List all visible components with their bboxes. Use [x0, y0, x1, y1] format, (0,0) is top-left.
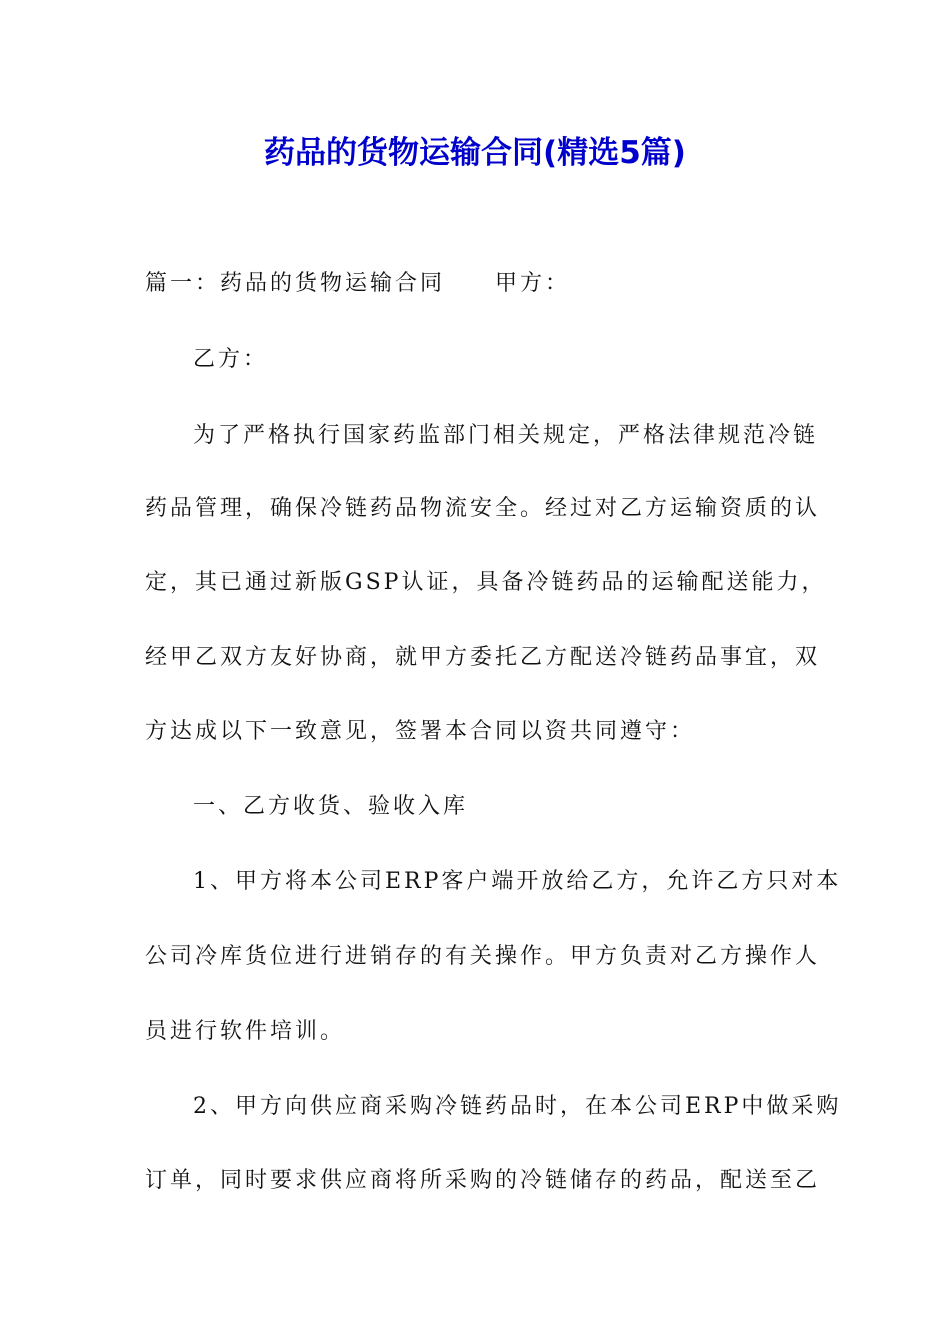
clause-heading: 一、乙方收货、验收入库: [193, 794, 469, 819]
paragraph-line: 2、甲方向供应商采购冷链药品时，在本公司ERP中做采购: [193, 1094, 842, 1119]
paragraph-line: 经甲乙双方友好协商，就甲方委托乙方配送冷链药品事宜，双: [145, 645, 821, 670]
paragraph-line: 定，其已通过新版GSP认证，具备冷链药品的运输配送能力，: [145, 570, 827, 595]
paragraph-line: 药品管理，确保冷链药品物流安全。经过对乙方运输资质的认: [145, 496, 821, 521]
document-title: 药品的货物运输合同(精选5篇): [264, 135, 686, 171]
party-b-label: 乙方：: [193, 347, 269, 372]
paragraph-line: 公司冷库货位进行进销存的有关操作。甲方负责对乙方操作人: [145, 944, 821, 969]
party-a-label: 甲方：: [495, 271, 571, 296]
paragraph-line: 1、甲方将本公司ERP客户端开放给乙方，允许乙方只对本: [193, 869, 842, 894]
paragraph-line: 订单，同时要求供应商将所采购的冷链储存的药品，配送至乙: [145, 1168, 821, 1193]
paragraph-line: 员进行软件培训。: [145, 1019, 346, 1044]
section-heading-line: [145, 264, 570, 304]
section-heading: 篇一：药品的货物运输合同: [145, 271, 446, 296]
paragraph-line: 方达成以下一致意见，签署本合同以资共同遵守：: [145, 719, 696, 744]
paragraph-line: 为了严格执行国家药监部门相关规定，严格法律规范冷链: [193, 423, 819, 448]
